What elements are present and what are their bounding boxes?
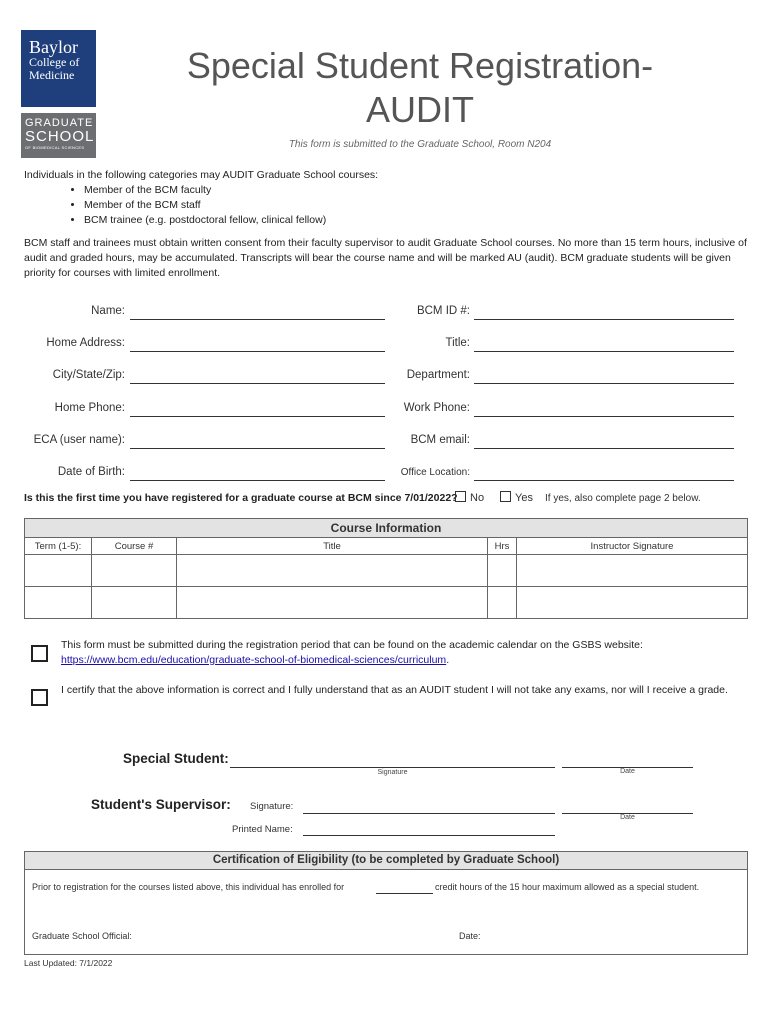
cell-course[interactable] — [92, 555, 177, 587]
title-line1: Special Student Registration- — [186, 45, 654, 86]
cell-title[interactable] — [177, 587, 488, 619]
work-phone-field[interactable] — [474, 415, 734, 417]
label-office-location: Office Location: — [400, 467, 470, 478]
header-hrs: Hrs — [488, 538, 517, 555]
list-item: • Member of the BCM faculty — [84, 183, 744, 198]
intro — [24, 168, 744, 228]
policy-paragraph: BCM staff and trainees must obtain written consent from their faculty supervisor to audit Graduate School courses. No more than 15 term hours, inclusive of audit and graded hours, may be accumulated. Transcripts will bear the course name and will be marked AU (audit). BCM graduate students will be given priority for courses with limited enrollment. — [24, 237, 747, 279]
official-label: Graduate School Official: — [32, 931, 132, 941]
label-title: Title: — [445, 337, 470, 349]
logo-line2: College of — [29, 55, 80, 69]
note-end: . — [446, 654, 450, 666]
label-home-phone: Home Phone: — [54, 402, 125, 414]
option-no[interactable] — [455, 491, 484, 504]
cell-signature[interactable] — [517, 555, 748, 587]
logo-grad1: GRADUATE — [25, 117, 94, 129]
name-field[interactable] — [130, 318, 385, 320]
label-name: Name: — [91, 305, 125, 317]
cell-term[interactable] — [25, 587, 92, 619]
cell-hrs[interactable] — [488, 555, 517, 587]
checkbox-no[interactable] — [455, 491, 466, 502]
supervisor-signature-label: Signature: — [250, 801, 294, 812]
logo-line3: Medicine — [29, 68, 75, 82]
label-bcm-id: BCM ID #: — [416, 305, 470, 317]
certification-heading: Certification of Eligibility (to be completed by Graduate School) — [25, 852, 747, 870]
course-table — [24, 518, 748, 619]
cell-title[interactable] — [177, 555, 488, 587]
logo-line1: Baylor — [29, 37, 78, 57]
label-home-address: Home Address: — [46, 337, 125, 349]
cell-course[interactable] — [92, 587, 177, 619]
option-no-label: No — [470, 492, 485, 504]
date-caption: Date — [620, 768, 635, 775]
yes-note: If yes, also complete page 2 below. — [545, 493, 701, 504]
last-updated: Last Updated: 7/1/2022 — [24, 958, 113, 968]
printed-name-field[interactable] — [303, 834, 555, 836]
credit-hours-field[interactable] — [376, 892, 433, 894]
official-date-label: Date: — [459, 931, 481, 941]
header-title: Title — [177, 538, 488, 555]
printed-name-label: Printed Name: — [232, 824, 293, 835]
label-department: Department: — [406, 369, 470, 381]
curriculum-link[interactable]: https://www.bcm.edu/education/graduate-school-of-biomedical-sciences/curriculum — [61, 654, 447, 666]
supervisor-signature-field[interactable] — [303, 812, 555, 814]
label-eca: ECA (user name): — [33, 434, 125, 446]
special-student-label: Special Student: — [123, 751, 229, 766]
checkbox-registration-period[interactable] — [31, 645, 48, 662]
list-item: • Member of the BCM staff — [84, 198, 744, 213]
supervisor-label: Student's Supervisor: — [91, 797, 231, 812]
header-term: Term (1-5): — [25, 538, 92, 555]
header-course: Course # — [92, 538, 177, 555]
checkbox-yes[interactable] — [500, 491, 511, 502]
title-line2: AUDIT — [366, 89, 474, 130]
list-item: • BCM trainee (e.g. postdoctoral fellow, clinical fellow) — [84, 213, 744, 228]
first-time-question: Is this the first time you have registered for a graduate course at BCM since 7/01/2022? — [24, 492, 458, 504]
dob-field[interactable] — [130, 479, 385, 481]
category-list — [24, 183, 744, 228]
city-state-zip-field[interactable] — [130, 382, 385, 384]
bcm-id-field[interactable] — [474, 318, 734, 320]
header-instructor-signature: Instructor Signature — [517, 538, 748, 555]
label-city-state-zip: City/State/Zip: — [52, 369, 125, 381]
title-field[interactable] — [474, 350, 734, 352]
graduate-school-logo — [21, 113, 96, 158]
date-caption-2: Date — [620, 814, 635, 821]
note-registration-text: This form must be submitted during the registration period that can be found on the academic calendar on the GSBS website: — [61, 639, 643, 651]
office-location-field[interactable] — [474, 479, 734, 481]
note-certify: I certify that the above information is correct and I fully understand that as an AUDIT student I will not take any exams, nor will I receive a grade. — [61, 684, 728, 696]
option-yes[interactable] — [500, 491, 533, 504]
home-address-field[interactable] — [130, 350, 385, 352]
label-bcm-email: BCM email: — [410, 434, 470, 446]
department-field[interactable] — [474, 382, 734, 384]
table-row — [25, 587, 748, 619]
cell-signature[interactable] — [517, 587, 748, 619]
signature-caption: Signature — [377, 769, 408, 776]
special-student-signature-field[interactable] — [230, 766, 555, 768]
note-registration — [61, 638, 741, 668]
subtitle: This form is submitted to the Graduate School, Room N204 — [288, 139, 552, 150]
cell-hrs[interactable] — [488, 587, 517, 619]
cell-term[interactable] — [25, 555, 92, 587]
eca-field[interactable] — [130, 447, 385, 449]
table-row — [25, 555, 748, 587]
label-work-phone: Work Phone: — [403, 402, 470, 414]
label-dob: Date of Birth: — [57, 466, 125, 478]
logo-grad2: SCHOOL — [25, 128, 95, 145]
baylor-logo — [21, 30, 96, 107]
intro-lead: Individuals in the following categories may AUDIT Graduate School courses: — [24, 169, 379, 181]
home-phone-field[interactable] — [130, 415, 385, 417]
option-yes-label: Yes — [515, 492, 533, 504]
certification-text-before: Prior to registration for the courses listed above, this individual has enrolled for — [32, 882, 345, 892]
bcm-email-field[interactable] — [474, 447, 734, 449]
certification-text-after: credit hours of the 15 hour maximum allowed as a special student. — [435, 882, 700, 892]
checkbox-certify[interactable] — [31, 689, 48, 706]
logo-grad3: OF BIOMEDICAL SCIENCES — [25, 145, 85, 150]
page-title — [110, 44, 730, 132]
certification-box — [24, 851, 748, 955]
course-caption: Course Information — [25, 519, 748, 538]
